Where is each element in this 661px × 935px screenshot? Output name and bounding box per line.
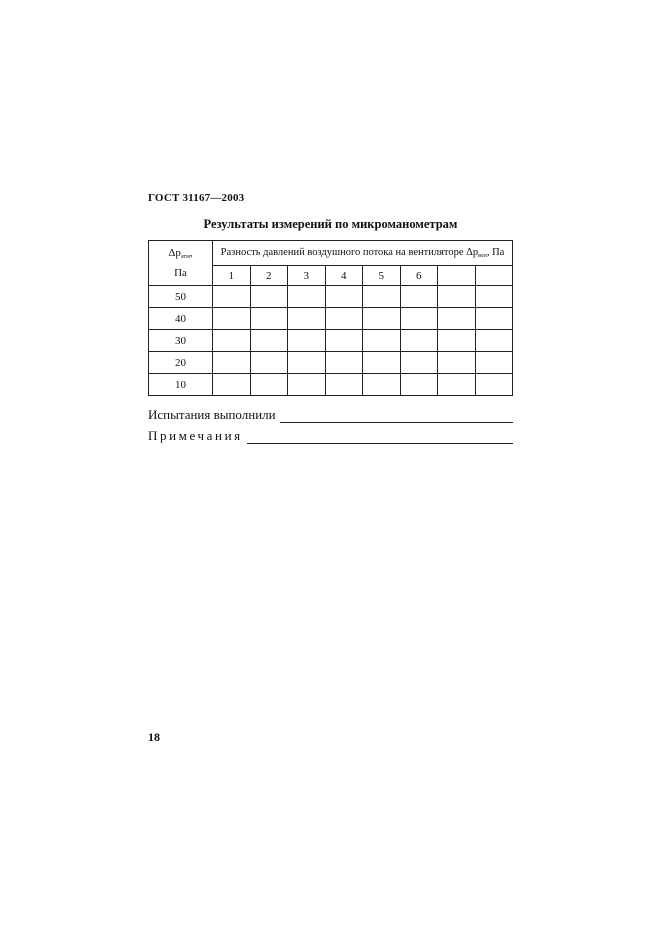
table-cell (325, 374, 363, 396)
table-cell (213, 286, 251, 308)
table-cell (400, 286, 438, 308)
row-label: 50 (149, 286, 213, 308)
column-header (475, 266, 513, 286)
table-cell (250, 352, 288, 374)
table-cell (400, 330, 438, 352)
row-label: 10 (149, 374, 213, 396)
table-cell (213, 352, 251, 374)
stub-unit: Па (174, 267, 187, 279)
table-cell (400, 374, 438, 396)
column-header: 3 (288, 266, 326, 286)
column-header: 5 (363, 266, 401, 286)
group-header (213, 241, 513, 266)
page-number: 18 (148, 730, 160, 744)
table-cell (213, 374, 251, 396)
group-header-subscript: вен (478, 253, 487, 259)
table-cell (250, 308, 288, 330)
stub-subscript: атм (180, 254, 190, 260)
notes-field (148, 428, 513, 444)
table-cell (363, 374, 401, 396)
table-cell (250, 374, 288, 396)
table-cell (363, 330, 401, 352)
section-title: Результаты измерений по микроманометрам (203, 217, 458, 231)
stub-header: $\Delta p_{атм}$, Па (149, 241, 213, 286)
table-cell (438, 352, 476, 374)
table-row (149, 286, 513, 308)
table-cell (250, 286, 288, 308)
column-header: 1 (213, 266, 251, 286)
table-cell (400, 352, 438, 374)
table-cell (213, 308, 251, 330)
table-cell (475, 286, 513, 308)
table-cell (288, 308, 326, 330)
table-cell (288, 374, 326, 396)
performed-by-underline (280, 410, 513, 423)
table-row (149, 374, 513, 396)
table-cell (438, 286, 476, 308)
notes-label: Примечания (148, 428, 243, 443)
table-cell (363, 286, 401, 308)
notes-underline (247, 431, 513, 444)
table-row (149, 330, 513, 352)
column-header (438, 266, 476, 286)
row-label: 20 (149, 352, 213, 374)
table-cell (438, 374, 476, 396)
table-cell (475, 330, 513, 352)
performed-by-label: Испытания выполнили (148, 407, 276, 422)
row-label: 40 (149, 308, 213, 330)
table-cell (363, 308, 401, 330)
row-label: 30 (149, 330, 213, 352)
table-cell (438, 308, 476, 330)
table-cell (325, 330, 363, 352)
performed-by-field (148, 407, 513, 423)
table-cell (475, 308, 513, 330)
table-cell (325, 286, 363, 308)
table-cell (288, 352, 326, 374)
table-cell (475, 374, 513, 396)
group-header-suffix: , Па (486, 247, 505, 258)
standard-number: ГОСТ 31167—2003 (148, 192, 245, 204)
column-header: 4 (325, 266, 363, 286)
table-cell (250, 330, 288, 352)
table-cell (288, 330, 326, 352)
group-header-prefix: Разность давлений воздушного потока на вентиляторе Δp (220, 247, 479, 258)
column-header: 2 (250, 266, 288, 286)
table-row (149, 352, 513, 374)
table-cell (325, 308, 363, 330)
table-cell (438, 330, 476, 352)
table-cell (400, 308, 438, 330)
table-cell (288, 286, 326, 308)
stub-symbol: Δp (168, 247, 181, 259)
table-cell (475, 352, 513, 374)
table-row (149, 308, 513, 330)
column-header: 6 (400, 266, 438, 286)
measurement-table (148, 240, 513, 396)
table-cell (213, 330, 251, 352)
table-cell (363, 352, 401, 374)
table-cell (325, 352, 363, 374)
